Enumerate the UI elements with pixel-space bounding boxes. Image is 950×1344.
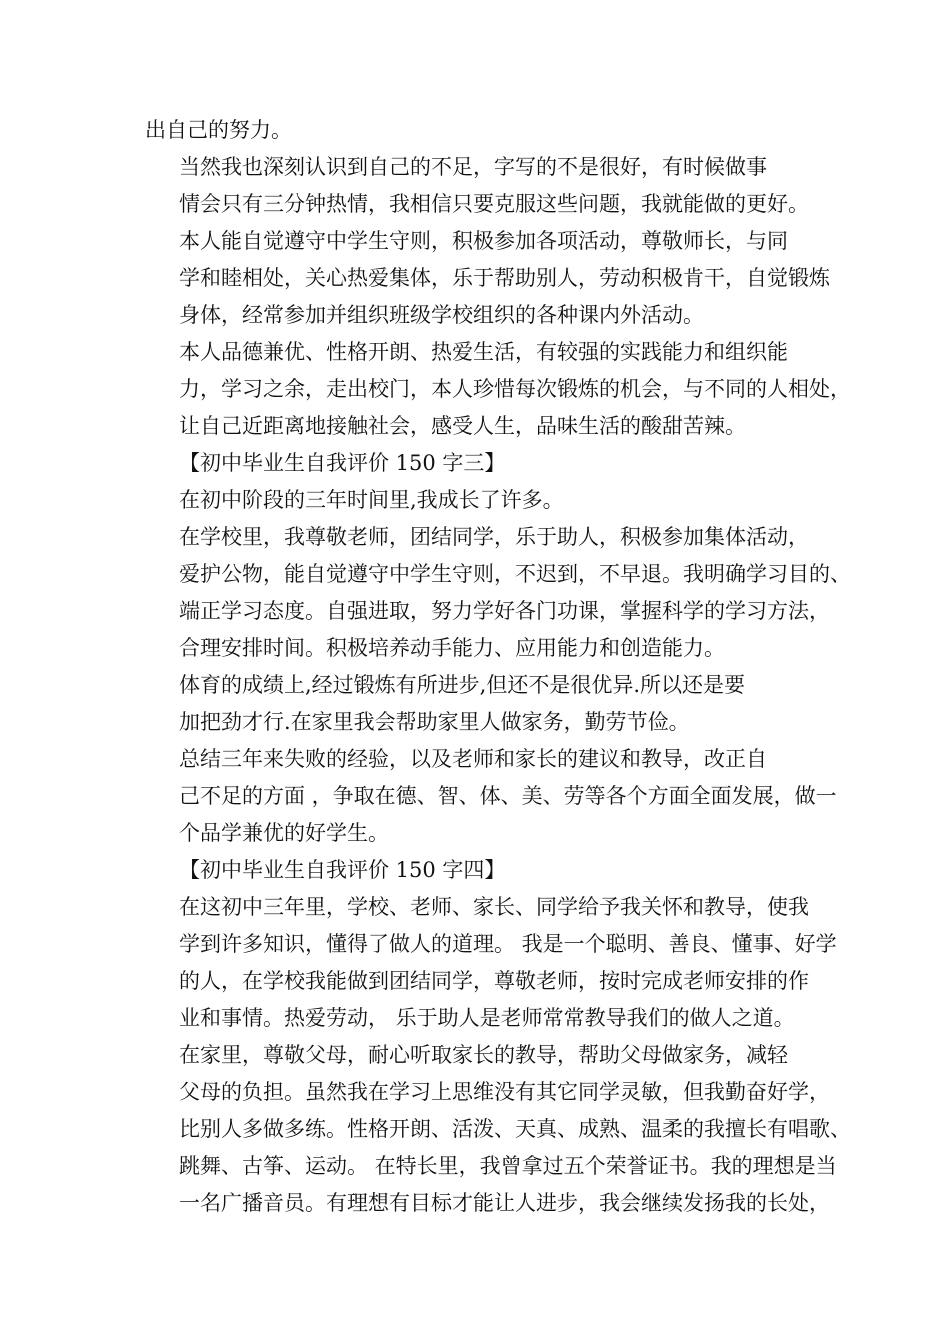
text-line: 在家里，尊敬父母，耐心听取家长的教导，帮助父母做家务，减轻: [179, 1043, 788, 1067]
text-line: 端正学习态度。自强进取，努力学好各门功课，掌握科学的学习方法，: [179, 599, 830, 623]
text-line: 在学校里，我尊敬老师，团结同学，乐于助人，积极参加集体活动，: [179, 525, 809, 549]
paragraph: [145, 112, 825, 149]
paragraph: [145, 889, 837, 1037]
text-line: 业和事情。热爱劳动， 乐于助人是老师常常教导我们的做人之道。: [179, 1006, 795, 1030]
text-line: 学到许多知识，懂得了做人的道理。 我是一个聪明、善良、懂事、好学: [179, 932, 837, 956]
text-line: 体育的成绩上,经过锻炼有所进步,但还不是很优异.所以还是要: [179, 673, 746, 697]
text-line: 父母的负担。虽然我在学习上思维没有其它同学灵敏，但我勤奋好学，: [179, 1080, 830, 1104]
paragraph: [145, 223, 830, 334]
text-line: 学和睦相处，关心热爱集体，乐于帮助别人，劳动积极肯干，自觉锻炼: [179, 266, 830, 290]
text-line: 一名广播音员。有理想有目标才能让人进步，我会继续发扬我的长处，: [179, 1191, 830, 1215]
text-line: 在初中阶段的三年时间里,我成长了许多。: [179, 488, 564, 512]
paragraph: [145, 334, 851, 445]
section-heading: [145, 852, 825, 889]
text-line: 出自己的努力。: [145, 118, 292, 142]
text-line: 【初中毕业生自我评价 150 字三】: [179, 451, 506, 475]
paragraph: [145, 667, 825, 741]
paragraph: [145, 519, 851, 667]
text-line: 本人能自觉遵守中学生守则，积极参加各项活动，尊敬师长，与同: [179, 229, 788, 253]
text-line: 比别人多做多练。性格开朗、活泼、天真、成熟、温柔的我擅长有唱歌、: [179, 1117, 851, 1141]
text-line: 加把劲才行.在家里我会帮助家里人做家务，勤劳节俭。: [179, 710, 690, 734]
text-line: 【初中毕业生自我评价 150 字四】: [179, 858, 506, 882]
text-line: 个品学兼优的好学生。: [179, 821, 389, 845]
text-line: 当然我也深刻认识到自己的不足，字写的不是很好，有时候做事: [179, 155, 767, 179]
text-line: 总结三年来失败的经验，以及老师和家长的建议和教导，改正自: [179, 747, 767, 771]
text-line: 跳舞、古筝、运动。 在特长里，我曾拿过五个荣誉证书。我的理想是当: [179, 1154, 837, 1178]
text-line: 在这初中三年里，学校、老师、家长、同学给予我关怀和教导，使我: [179, 895, 809, 919]
text-line: 己不足的方面 ，争取在德、智、体、美、劳等各个方面全面发展，做一: [179, 784, 837, 808]
paragraph: [145, 741, 837, 852]
section-heading: [145, 445, 825, 482]
text-line: 合理安排时间。积极培养动手能力、应用能力和创造能力。: [179, 636, 725, 660]
paragraph: [145, 149, 825, 223]
paragraph: [145, 482, 825, 519]
text-line: 身体，经常参加并组织班级学校组织的各种课内外活动。: [179, 303, 704, 327]
text-line: 的人，在学校我能做到团结同学，尊敬老师，按时完成老师安排的作: [179, 969, 809, 993]
text-line: 情会只有三分钟热情，我相信只要克服这些问题，我就能做的更好。: [179, 192, 809, 216]
paragraph: [145, 1037, 851, 1222]
text-line: 力，学习之余，走出校门，本人珍惜每次锻炼的机会，与不同的人相处，: [179, 377, 851, 401]
text-line: 让自己近距离地接触社会，感受人生，品味生活的酸甜苦辣。: [179, 414, 746, 438]
text-line: 本人品德兼优、性格开朗、热爱生活，有较强的实践能力和组织能: [179, 340, 788, 364]
text-line: 爱护公物，能自觉遵守中学生守则，不迟到，不早退。我明确学习目的、: [179, 562, 851, 586]
document-body: [145, 112, 851, 1222]
